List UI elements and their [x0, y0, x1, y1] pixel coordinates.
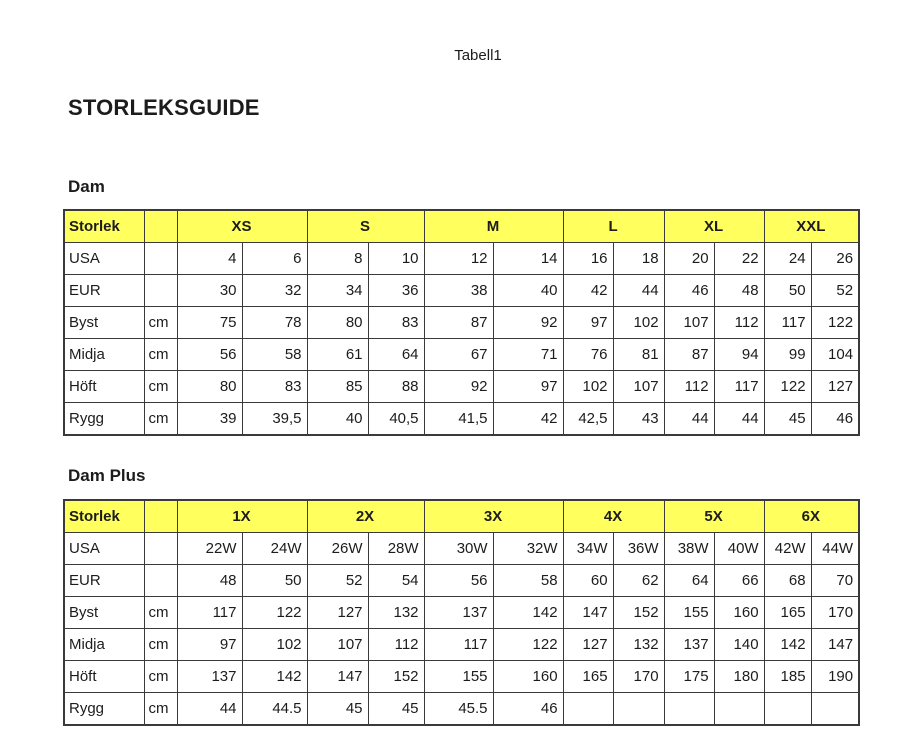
value-cell: 38W — [664, 533, 714, 565]
row-label-cell: Rygg — [64, 693, 144, 726]
size-header-cell: S — [307, 210, 424, 243]
value-cell: 26 — [811, 243, 859, 275]
value-cell: 165 — [563, 661, 613, 693]
size-header-cell: XS — [177, 210, 307, 243]
value-cell: 87 — [424, 307, 493, 339]
size-header-row — [64, 500, 859, 533]
value-cell: 34 — [307, 275, 368, 307]
row-unit-cell: cm — [144, 371, 177, 403]
value-cell: 38 — [424, 275, 493, 307]
value-cell: 132 — [368, 597, 424, 629]
section-heading-dam-plus: Dam Plus — [68, 466, 146, 485]
value-cell: 155 — [664, 597, 714, 629]
value-cell: 18 — [613, 243, 664, 275]
value-cell: 147 — [811, 629, 859, 661]
value-cell: 137 — [664, 629, 714, 661]
value-cell: 70 — [811, 565, 859, 597]
value-cell: 127 — [811, 371, 859, 403]
value-cell: 44 — [664, 403, 714, 436]
value-cell: 66 — [714, 565, 764, 597]
size-header-cell: L — [563, 210, 664, 243]
value-cell: 46 — [811, 403, 859, 436]
value-cell: 142 — [242, 661, 307, 693]
value-cell: 6 — [242, 243, 307, 275]
dam-plus-table-header — [64, 500, 859, 533]
value-cell — [664, 693, 714, 726]
value-cell: 92 — [493, 307, 563, 339]
value-cell — [811, 693, 859, 726]
value-cell: 43 — [613, 403, 664, 436]
size-header-cell: M — [424, 210, 563, 243]
row-unit-cell — [144, 243, 177, 275]
value-cell: 56 — [424, 565, 493, 597]
row-label-cell: Midja — [64, 629, 144, 661]
value-cell: 8 — [307, 243, 368, 275]
value-cell: 127 — [307, 597, 368, 629]
value-cell: 40,5 — [368, 403, 424, 436]
value-cell: 112 — [368, 629, 424, 661]
value-cell: 104 — [811, 339, 859, 371]
measurement-row — [64, 403, 859, 436]
row-label-cell: Höft — [64, 371, 144, 403]
row-unit-cell: cm — [144, 597, 177, 629]
size-header-row — [64, 210, 859, 243]
value-cell: 127 — [563, 629, 613, 661]
size-header-cell: 6X — [764, 500, 859, 533]
value-cell: 160 — [714, 597, 764, 629]
value-cell: 34W — [563, 533, 613, 565]
value-cell: 42 — [493, 403, 563, 436]
value-cell: 20 — [664, 243, 714, 275]
value-cell: 62 — [613, 565, 664, 597]
value-cell: 64 — [664, 565, 714, 597]
row-unit-cell — [144, 275, 177, 307]
value-cell: 44 — [177, 693, 242, 726]
value-cell: 152 — [368, 661, 424, 693]
value-cell: 32 — [242, 275, 307, 307]
value-cell: 44 — [613, 275, 664, 307]
size-header-cell: 3X — [424, 500, 563, 533]
value-cell: 87 — [664, 339, 714, 371]
value-cell — [714, 693, 764, 726]
value-cell: 26W — [307, 533, 368, 565]
value-cell: 64 — [368, 339, 424, 371]
value-cell: 36W — [613, 533, 664, 565]
value-cell: 67 — [424, 339, 493, 371]
measurement-row — [64, 243, 859, 275]
value-cell: 22 — [714, 243, 764, 275]
value-cell: 54 — [368, 565, 424, 597]
row-unit-cell: cm — [144, 629, 177, 661]
row-unit-cell — [144, 533, 177, 565]
value-cell: 42,5 — [563, 403, 613, 436]
value-cell: 102 — [613, 307, 664, 339]
value-cell: 107 — [664, 307, 714, 339]
value-cell: 152 — [613, 597, 664, 629]
value-cell: 48 — [177, 565, 242, 597]
value-cell: 30 — [177, 275, 242, 307]
row-label-cell: Byst — [64, 597, 144, 629]
value-cell: 107 — [307, 629, 368, 661]
measurement-row — [64, 597, 859, 629]
value-cell: 46 — [664, 275, 714, 307]
sheet-label: Tabell1 — [454, 47, 502, 64]
row-label-cell: Rygg — [64, 403, 144, 436]
value-cell: 44 — [714, 403, 764, 436]
measurement-row — [64, 661, 859, 693]
measurement-row — [64, 565, 859, 597]
value-cell: 97 — [493, 371, 563, 403]
value-cell: 30W — [424, 533, 493, 565]
value-cell: 32W — [493, 533, 563, 565]
value-cell: 4 — [177, 243, 242, 275]
value-cell: 16 — [563, 243, 613, 275]
value-cell — [563, 693, 613, 726]
value-cell: 88 — [368, 371, 424, 403]
value-cell: 50 — [242, 565, 307, 597]
value-cell: 58 — [493, 565, 563, 597]
row-unit-cell: cm — [144, 403, 177, 436]
value-cell: 24W — [242, 533, 307, 565]
value-cell: 46 — [493, 693, 563, 726]
value-cell: 40 — [493, 275, 563, 307]
value-cell: 44.5 — [242, 693, 307, 726]
value-cell: 78 — [242, 307, 307, 339]
value-cell: 165 — [764, 597, 811, 629]
value-cell: 71 — [493, 339, 563, 371]
value-cell: 92 — [424, 371, 493, 403]
value-cell: 122 — [242, 597, 307, 629]
value-cell: 132 — [613, 629, 664, 661]
value-cell: 60 — [563, 565, 613, 597]
value-cell: 117 — [714, 371, 764, 403]
row-unit-cell — [144, 565, 177, 597]
value-cell: 137 — [177, 661, 242, 693]
value-cell: 102 — [242, 629, 307, 661]
value-cell — [613, 693, 664, 726]
value-cell: 52 — [811, 275, 859, 307]
value-cell: 45 — [368, 693, 424, 726]
value-cell: 40 — [307, 403, 368, 436]
value-cell: 83 — [242, 371, 307, 403]
value-cell: 80 — [307, 307, 368, 339]
value-cell: 155 — [424, 661, 493, 693]
row-unit-cell: cm — [144, 339, 177, 371]
value-cell: 76 — [563, 339, 613, 371]
value-cell: 97 — [177, 629, 242, 661]
value-cell: 40W — [714, 533, 764, 565]
value-cell: 24 — [764, 243, 811, 275]
value-cell: 75 — [177, 307, 242, 339]
value-cell: 10 — [368, 243, 424, 275]
value-cell: 94 — [714, 339, 764, 371]
value-cell: 147 — [563, 597, 613, 629]
value-cell: 190 — [811, 661, 859, 693]
value-cell: 175 — [664, 661, 714, 693]
row-unit-cell: cm — [144, 307, 177, 339]
row-label-cell: USA — [64, 533, 144, 565]
value-cell: 58 — [242, 339, 307, 371]
section-heading-dam: Dam — [68, 177, 105, 196]
value-cell: 81 — [613, 339, 664, 371]
value-cell: 48 — [714, 275, 764, 307]
row-label-cell: EUR — [64, 275, 144, 307]
measurement-row — [64, 339, 859, 371]
value-cell: 142 — [493, 597, 563, 629]
value-cell: 42W — [764, 533, 811, 565]
value-cell: 112 — [714, 307, 764, 339]
value-cell: 39,5 — [242, 403, 307, 436]
storlek-header-cell: Storlek — [64, 500, 144, 533]
measurement-row — [64, 275, 859, 307]
value-cell: 147 — [307, 661, 368, 693]
value-cell: 117 — [424, 629, 493, 661]
value-cell: 52 — [307, 565, 368, 597]
value-cell: 50 — [764, 275, 811, 307]
value-cell: 97 — [563, 307, 613, 339]
dam-plus-table-body — [64, 533, 859, 726]
value-cell: 22W — [177, 533, 242, 565]
value-cell: 45 — [307, 693, 368, 726]
row-label-cell: USA — [64, 243, 144, 275]
dam-table-body — [64, 243, 859, 436]
size-header-cell: XL — [664, 210, 764, 243]
row-label-cell: Höft — [64, 661, 144, 693]
measurement-row — [64, 307, 859, 339]
size-header-cell: 4X — [563, 500, 664, 533]
measurement-row — [64, 371, 859, 403]
value-cell: 117 — [177, 597, 242, 629]
value-cell: 170 — [613, 661, 664, 693]
value-cell: 160 — [493, 661, 563, 693]
value-cell: 14 — [493, 243, 563, 275]
value-cell: 122 — [493, 629, 563, 661]
value-cell: 12 — [424, 243, 493, 275]
unit-header-cell — [144, 500, 177, 533]
value-cell: 36 — [368, 275, 424, 307]
measurement-row — [64, 533, 859, 565]
value-cell: 45 — [764, 403, 811, 436]
row-label-cell: Midja — [64, 339, 144, 371]
size-header-cell: 1X — [177, 500, 307, 533]
value-cell: 42 — [563, 275, 613, 307]
value-cell: 112 — [664, 371, 714, 403]
unit-header-cell — [144, 210, 177, 243]
dam-size-table — [63, 209, 860, 436]
value-cell: 83 — [368, 307, 424, 339]
dam-plus-size-table — [63, 499, 860, 726]
row-unit-cell: cm — [144, 693, 177, 726]
row-label-cell: Byst — [64, 307, 144, 339]
value-cell: 170 — [811, 597, 859, 629]
value-cell: 28W — [368, 533, 424, 565]
value-cell: 137 — [424, 597, 493, 629]
value-cell: 80 — [177, 371, 242, 403]
value-cell: 85 — [307, 371, 368, 403]
value-cell: 122 — [811, 307, 859, 339]
value-cell: 102 — [563, 371, 613, 403]
page-title: STORLEKSGUIDE — [68, 95, 260, 120]
value-cell: 180 — [714, 661, 764, 693]
size-header-cell: 2X — [307, 500, 424, 533]
value-cell: 117 — [764, 307, 811, 339]
value-cell: 61 — [307, 339, 368, 371]
value-cell: 185 — [764, 661, 811, 693]
value-cell: 68 — [764, 565, 811, 597]
value-cell: 41,5 — [424, 403, 493, 436]
value-cell: 107 — [613, 371, 664, 403]
measurement-row — [64, 693, 859, 726]
value-cell: 44W — [811, 533, 859, 565]
value-cell: 39 — [177, 403, 242, 436]
storlek-header-cell: Storlek — [64, 210, 144, 243]
dam-table-header — [64, 210, 859, 243]
measurement-row — [64, 629, 859, 661]
value-cell: 140 — [714, 629, 764, 661]
value-cell: 142 — [764, 629, 811, 661]
value-cell: 122 — [764, 371, 811, 403]
value-cell — [764, 693, 811, 726]
size-header-cell: XXL — [764, 210, 859, 243]
row-unit-cell: cm — [144, 661, 177, 693]
row-label-cell: EUR — [64, 565, 144, 597]
value-cell: 56 — [177, 339, 242, 371]
size-header-cell: 5X — [664, 500, 764, 533]
value-cell: 45.5 — [424, 693, 493, 726]
value-cell: 99 — [764, 339, 811, 371]
